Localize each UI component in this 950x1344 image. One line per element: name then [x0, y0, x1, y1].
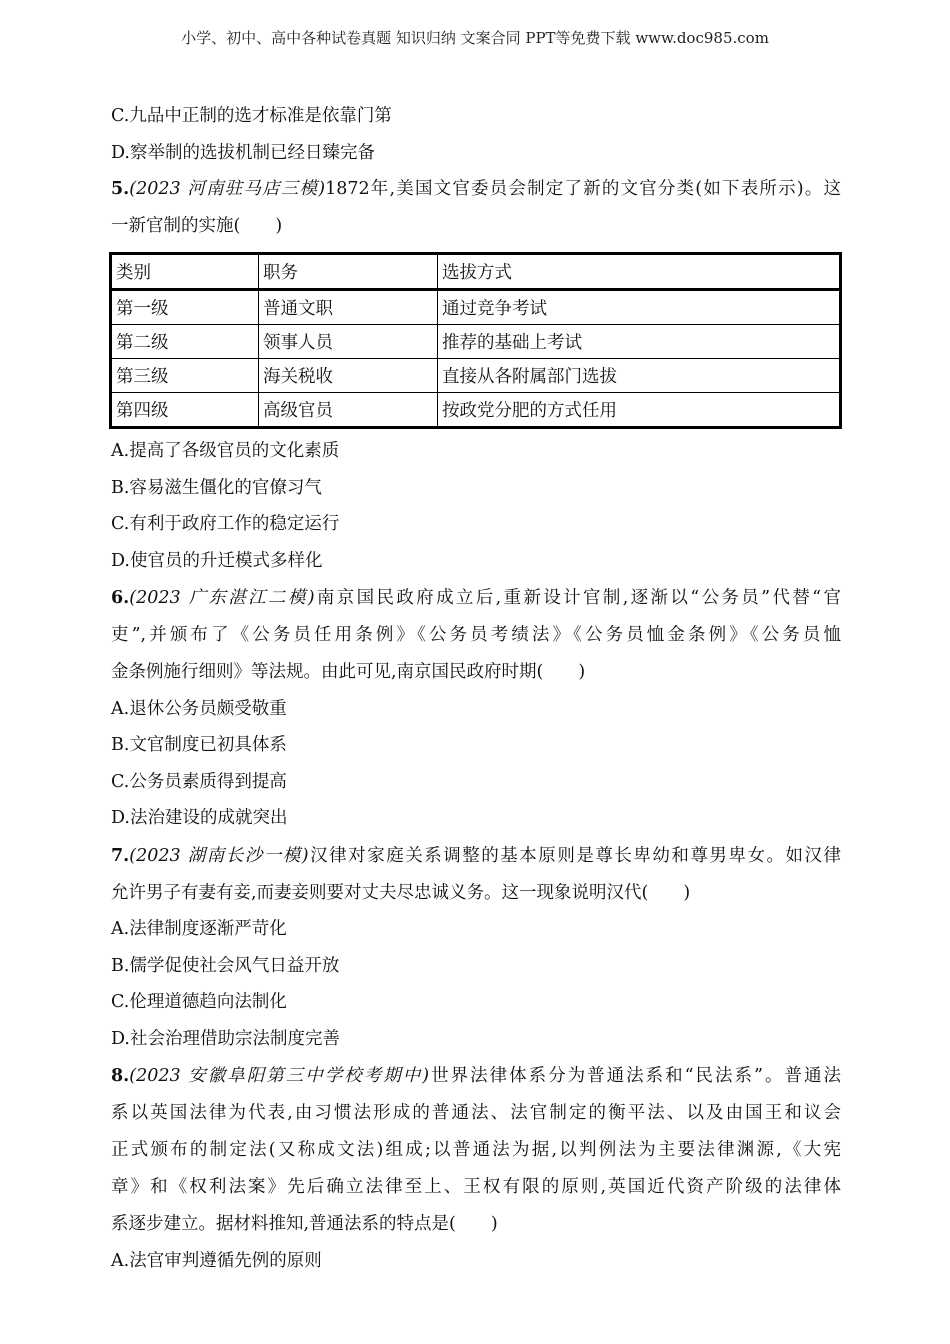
q6-text-1: 南京国民政府成立后,重新设计官制,逐渐以“公务员”代替“官 [314, 588, 841, 608]
q5-source: (2023 河南驻马店三模) [129, 179, 326, 199]
table-cell: 高级官员 [259, 393, 438, 428]
q7-stem-line-1 [111, 844, 841, 868]
table-cell: 领事人员 [259, 325, 438, 359]
table-cell: 第三级 [111, 359, 259, 393]
q4-option-d: D.察举制的选拔机制已经日臻完备 [111, 143, 375, 163]
q8-stem-line-3: 正式颁布的制定法(又称成文法)组成;以普通法为据,以判例法为主要法律渊源,《大宪 [111, 1140, 841, 1160]
q6-stem-line-1 [111, 586, 841, 610]
page-header: 小学、初中、高中各种试卷真题 知识归纳 文案合同 PPT等免费下载 www.doc985.com [181, 29, 769, 47]
q4-option-c: C.九品中正制的选才标准是依靠门第 [111, 106, 392, 126]
q8-stem-line-1 [111, 1064, 841, 1088]
table-cell: 普通文职 [259, 290, 438, 325]
q5-option-a: A.提高了各级官员的文化素质 [111, 441, 340, 461]
q5-text-1: 1872年,美国文官委员会制定了新的文官分类(如下表所示)。这 [325, 179, 841, 199]
table-row [111, 325, 841, 359]
q7-option-d: D.社会治理借助宗法制度完善 [111, 1029, 340, 1049]
table-cell: 第二级 [111, 325, 259, 359]
q8-number: 8. [111, 1066, 130, 1086]
table-cell: 推荐的基础上考试 [438, 325, 841, 359]
q6-number: 6. [111, 588, 130, 608]
q5-option-c: C.有利于政府工作的稳定运行 [111, 514, 340, 534]
table-cell: 直接从各附属部门选拔 [438, 359, 841, 393]
q8-stem-line-5: 系逐步建立。据材料推知,普通法系的特点是( ) [111, 1214, 498, 1234]
q8-text-1: 世界法律体系分为普通法系和“民法系”。普通法 [429, 1066, 841, 1086]
q6-option-d: D.法治建设的成就突出 [111, 808, 288, 828]
q6-option-c: C.公务员素质得到提高 [111, 772, 287, 792]
q5-option-b: B.容易滋生僵化的官僚习气 [111, 478, 322, 498]
q8-stem-line-2: 系以英国法律为代表,由习惯法形成的普通法、法官制定的衡平法、以及由国王和议会 [111, 1103, 841, 1123]
table-header-row [111, 254, 841, 290]
q6-option-b: B.文官制度已初具体系 [111, 735, 287, 755]
table-row [111, 290, 841, 325]
table-cell: 按政党分肥的方式任用 [438, 393, 841, 428]
q8-stem-line-4: 章》和《权利法案》先后确立法律至上、王权有限的原则,英国近代资产阶级的法律体 [111, 1177, 841, 1197]
q8-option-a: A.法官审判遵循先例的原则 [111, 1251, 322, 1271]
q8-source: (2023 安徽阜阳第三中学校考期中) [129, 1066, 430, 1086]
q5-stem-line-2: 一新官制的实施( ) [111, 216, 283, 236]
table-cell: 第一级 [111, 290, 259, 325]
q5-stem-line-1 [111, 177, 841, 201]
q6-stem-line-2: 吏”,并颁布了《公务员任用条例》《公务员考绩法》《公务员恤金条例》《公务员恤 [111, 625, 841, 645]
table-cell: 通过竞争考试 [438, 290, 841, 325]
q7-source: (2023 湖南长沙一模) [129, 846, 309, 866]
q7-stem-line-2: 允许男子有妻有妾,而妻妾则要对丈夫尽忠诚义务。这一现象说明汉代( ) [111, 883, 691, 903]
table-cell: 第四级 [111, 393, 259, 428]
q7-option-c: C.伦理道德趋向法制化 [111, 992, 287, 1012]
q5-table [109, 252, 842, 429]
q7-number: 7. [111, 846, 130, 866]
table-row [111, 393, 841, 428]
q6-stem-line-3: 金条例施行细则》等法规。由此可见,南京国民政府时期( ) [111, 662, 586, 682]
q6-option-a: A.退休公务员颇受敬重 [111, 699, 287, 719]
table-row [111, 359, 841, 393]
table-cell: 海关税收 [259, 359, 438, 393]
q7-option-a: A.法律制度逐渐严苛化 [111, 919, 287, 939]
q7-option-b: B.儒学促使社会风气日益开放 [111, 956, 340, 976]
table-header-cell: 选拔方式 [438, 254, 841, 290]
q7-text-1: 汉律对家庭关系调整的基本原则是尊长卑幼和尊男卑女。如汉律 [308, 846, 842, 866]
q6-source: (2023 广东湛江二模) [129, 588, 315, 608]
q5-number: 5. [111, 179, 130, 199]
q5-option-d: D.使官员的升迁模式多样化 [111, 551, 323, 571]
table-header-cell: 类别 [111, 254, 259, 290]
table-header-cell: 职务 [259, 254, 438, 290]
